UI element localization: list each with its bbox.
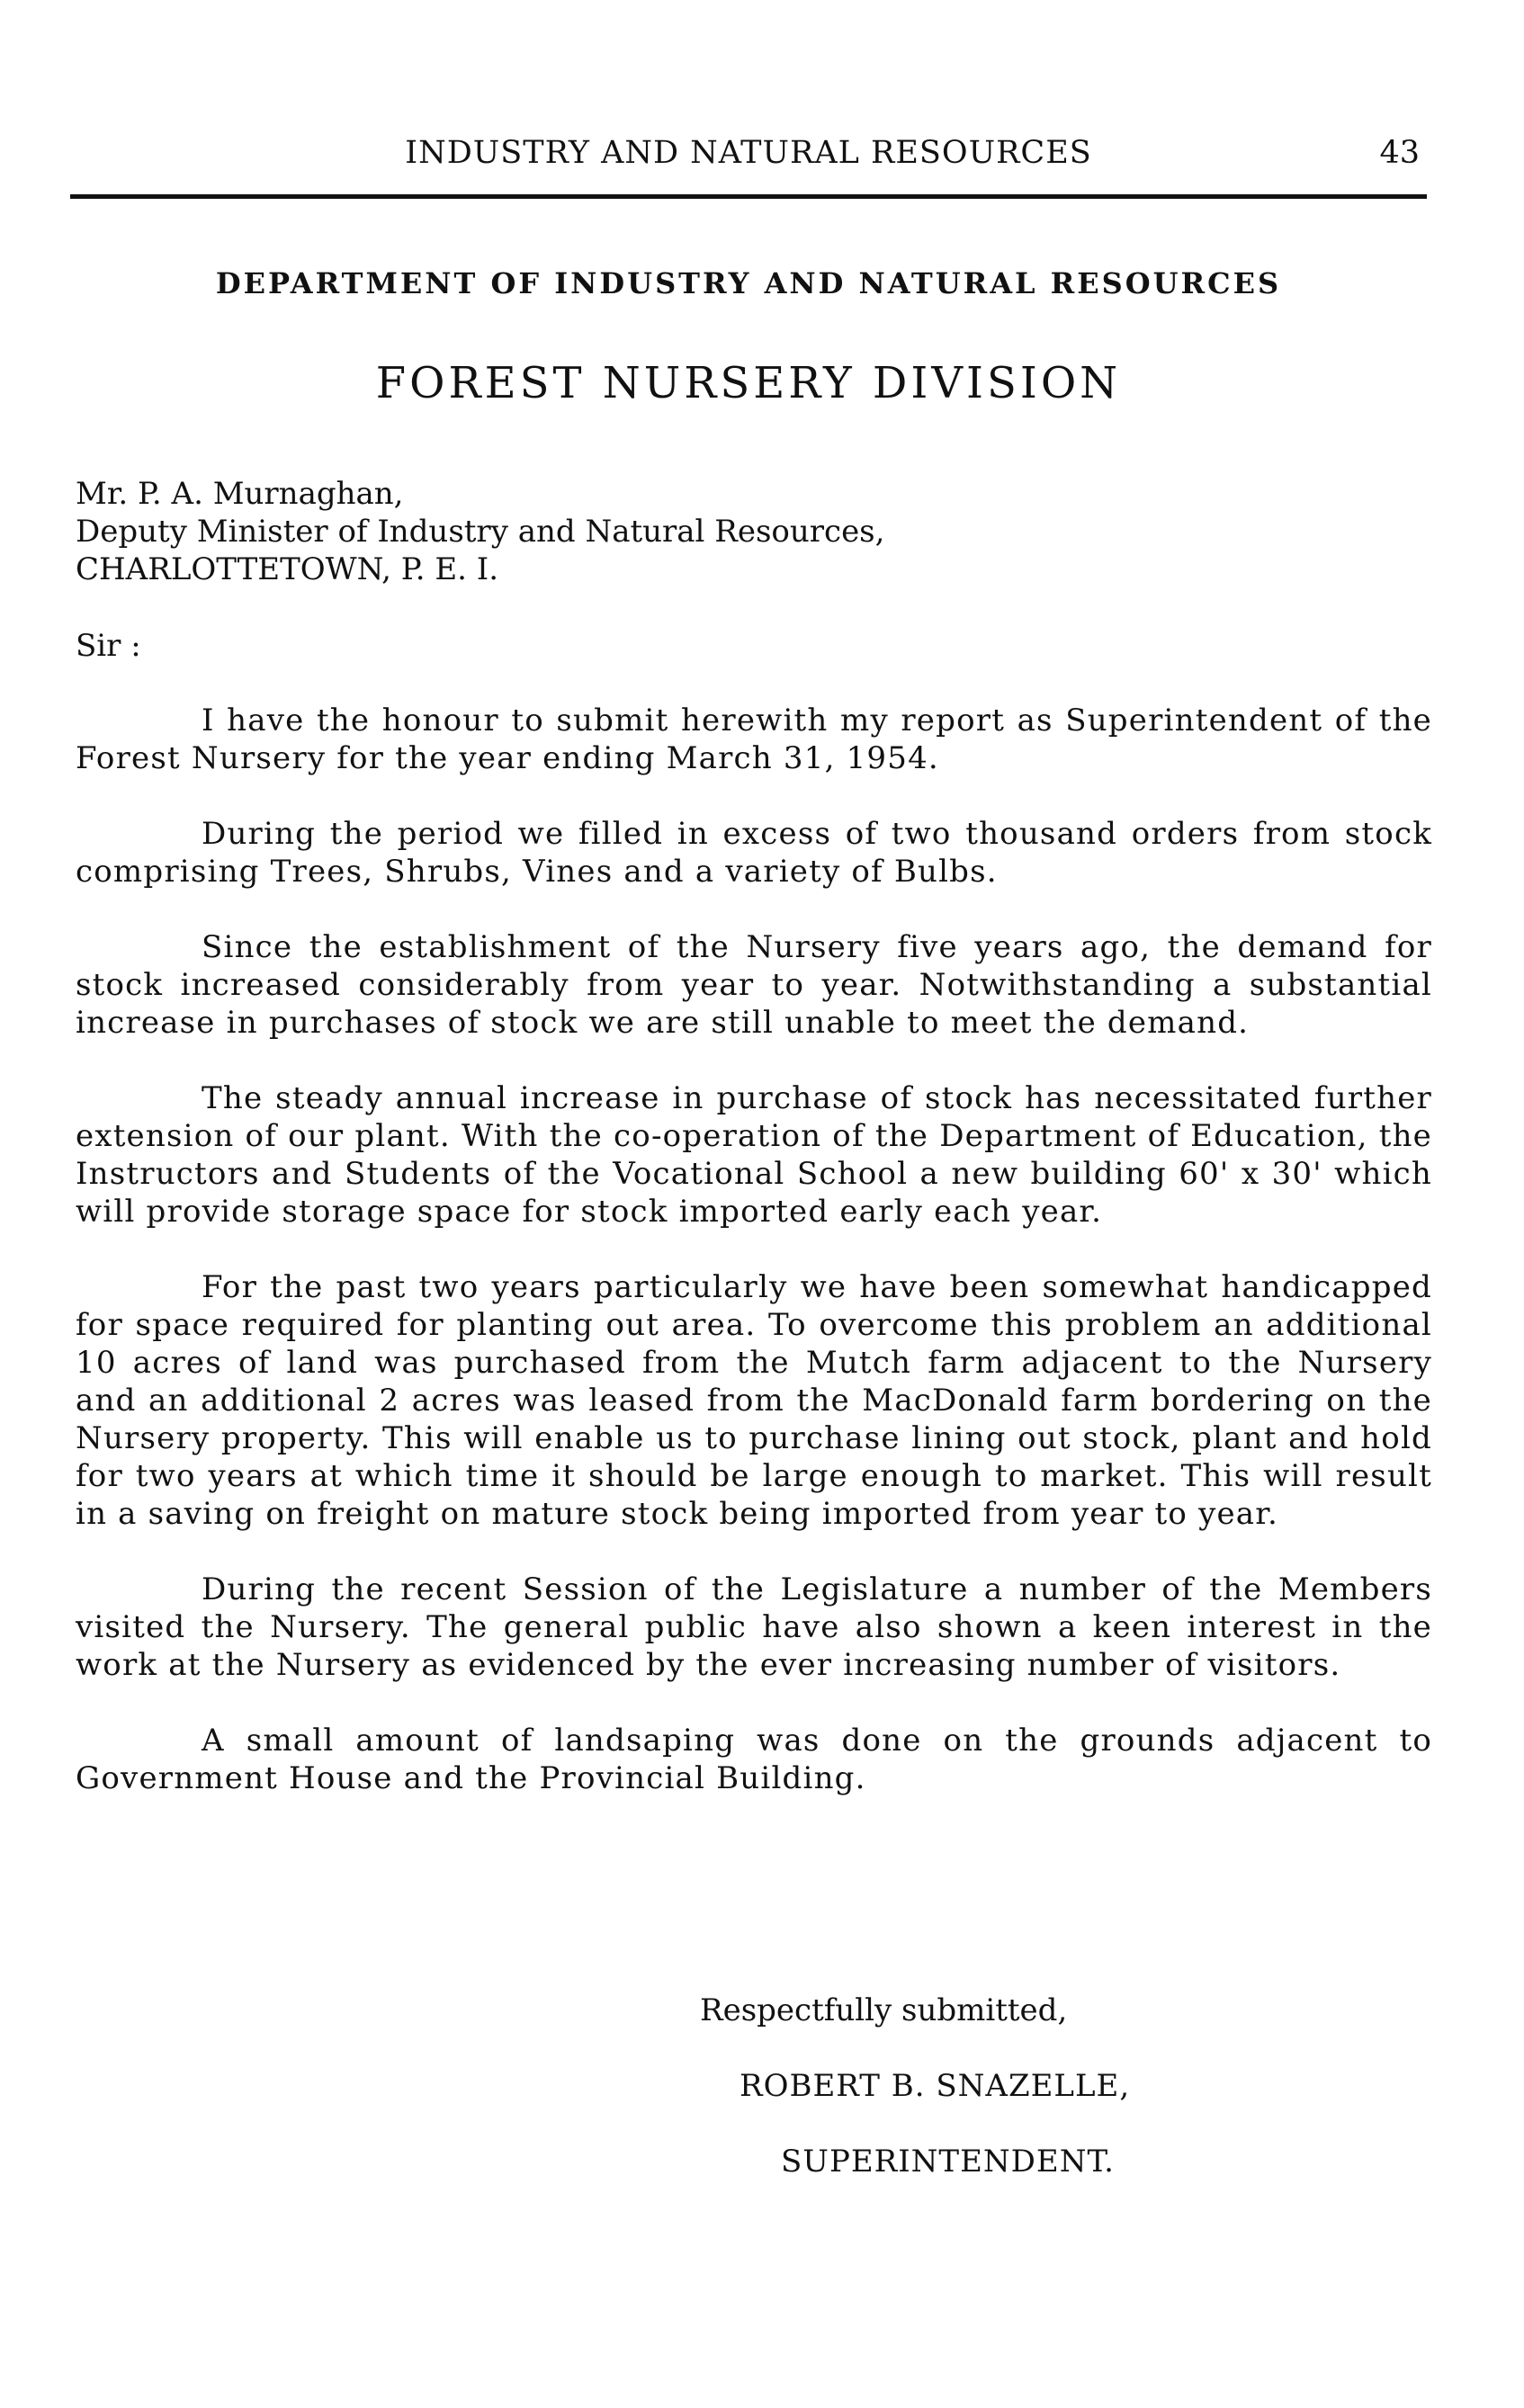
signatory-name: ROBERT B. SNAZELLE, — [740, 2068, 1131, 2104]
letter-body — [76, 702, 1432, 1835]
signatory-title: SUPERINTENDENT. — [781, 2144, 1115, 2180]
paragraph: I have the honour to submit herewith my report as Superintendent of the Forest Nursery for the year ending March 31, 1954. — [76, 703, 1432, 776]
paragraph: Since the establishment of the Nursery five years ago, the demand for stock increased considerably from year to year. Notwithstanding a substantial increase in purchases of stock we are still unable to meet the demand. — [76, 929, 1432, 1041]
page-number: 43 — [1379, 135, 1420, 171]
paragraph: During the recent Session of the Legislature a number of the Members visited the Nursery. The general public have also shown a keen interest in the work at the Nursery as evidenced by the ever increasing number of visitors. — [76, 1571, 1432, 1683]
department-heading: DEPARTMENT OF INDUSTRY AND NATURAL RESOURCES — [215, 266, 1282, 300]
paragraph: A small amount of landsaping was done on the grounds adjacent to Government House and the Provincial Building. — [76, 1723, 1432, 1796]
addressee-block — [76, 475, 884, 588]
running-header — [70, 135, 1427, 178]
address-line-city: CHARLOTTETOWN, P. E. I. — [76, 551, 499, 587]
division-heading: FOREST NURSERY DIVISION — [375, 358, 1122, 408]
paragraph: The steady annual increase in purchase of stock has necessitated further extension of our plant. With the co-operation of the Department of Education, the Instructors and Students of the Vocational School a new building 60' x 30' which will provide storage space for stock imported early each year. — [76, 1080, 1432, 1230]
paragraph: For the past two years particularly we have been somewhat handicapped for space required for planting out area. To overcome this problem an additional 10 acres of land was purchased from the Mutch farm adjacent to the Nursery and an additional 2 acres was leased from the MacDonald farm bordering on the Nursery property. This will enable us to purchase lining out stock, plant and hold for two years at which time it should be large enough to market. This will result in a saving on freight on mature stock being imported from year to year. — [76, 1269, 1432, 1532]
valediction: Respectfully submitted, — [700, 1992, 1068, 2028]
address-line-position: Deputy Minister of Industry and Natural Resources, — [76, 514, 885, 550]
salutation: Sir : — [76, 628, 141, 664]
address-line-name: Mr. P. A. Murnaghan, — [76, 476, 404, 512]
paragraph: During the period we filled in excess of two thousand orders from stock comprising Trees, Shrubs, Vines and a variety of Bulbs. — [76, 816, 1432, 890]
running-header-title: INDUSTRY AND NATURAL RESOURCES — [405, 135, 1092, 171]
header-rule — [70, 194, 1427, 199]
